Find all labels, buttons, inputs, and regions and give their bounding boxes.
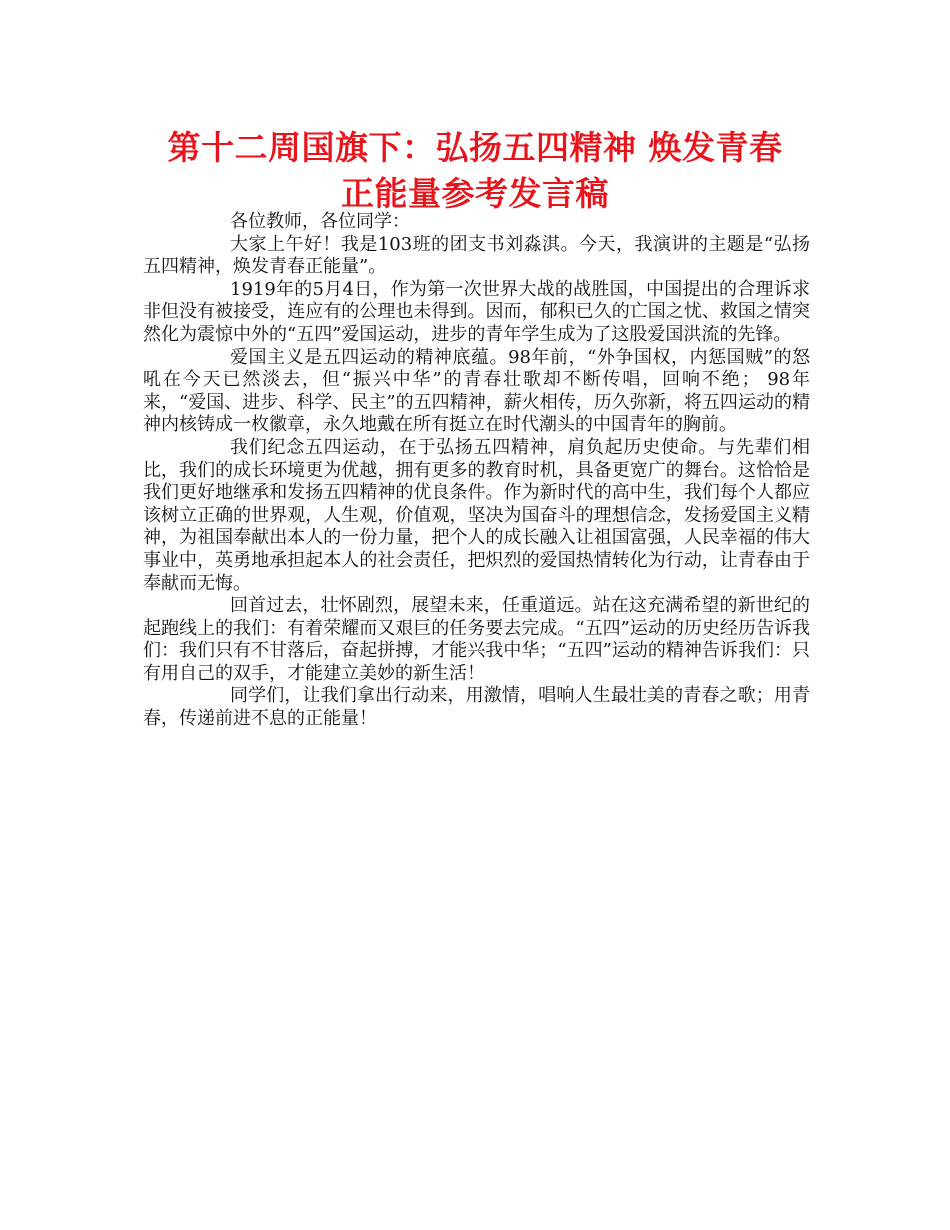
body-paragraph: 爱国主义是五四运动的精神底蕴。98年前，“外争国权，内惩国贼”的怒吼在今天已然淡去，但“振兴中华”的青春壮歌却不断传唱，回响不绝； 98年来，“爱国、进步、科学、民主”的五四精神，薪火相传，历久弥新，将五四运动的精神内核铸成一枚徽章，永久地戴在所有挺立在时代潮头的中国青年的胸前。	[143, 346, 810, 436]
document-body	[143, 211, 810, 731]
body-paragraph: 1919年的5月4日，作为第一次世界大战的战胜国，中国提出的合理诉求非但没有被接受，连应有的公理也未得到。因而，郁积已久的亡国之忧、救国之情突然化为震惊中外的“五四”爱国运动，进步的青年学生成为了这股爱国洪流的先锋。	[143, 278, 810, 345]
document-title-line-2: 正能量参考发言稿	[341, 174, 609, 213]
body-paragraph: 我们纪念五四运动，在于弘扬五四精神，肩负起历史使命。与先辈们相比，我们的成长环境更为优越，拥有更多的教育时机，具备更宽广的舞台。这恰恰是我们更好地继承和发扬五四精神的优良条件。作为新时代的高中生，我们每个人都应该树立正确的世界观，人生观，价值观，坚决为国奋斗的理想信念，发扬爱国主义精神，为祖国奉献出本人的一份力量，把个人的成长融入让祖国富强，人民幸福的伟大事业中，英勇地承担起本人的社会责任，把炽烈的爱国热情转化为行动，让青春由于奉献而无悔。	[143, 436, 810, 594]
body-paragraph: 回首过去，壮怀剧烈，展望未来，任重道远。站在这充满希望的新世纪的起跑线上的我们：有着荣耀而又艰巨的任务要去完成。“五四”运动的历史经历告诉我们：我们只有不甘落后，奋起拼搏，才能兴我中华；“五四”运动的精神告诉我们：只有用自己的双手，才能建立美妙的新生活！	[143, 595, 810, 684]
salutation-paragraph: 各位教师，各位同学：	[230, 211, 410, 232]
closing-paragraph: 同学们，让我们拿出行动来，用激情，唱响人生最壮美的青春之歌；用青春，传递前进不息的正能量！	[143, 685, 810, 730]
body-paragraph: 大家上午好！我是103班的团支书刘淼淇。今天，我演讲的主题是“弘扬五四精神，焕发青春正能量”。	[143, 233, 810, 278]
document-title-line-1: 第十二周国旗下：弘扬五四精神 焕发青春	[167, 128, 783, 167]
